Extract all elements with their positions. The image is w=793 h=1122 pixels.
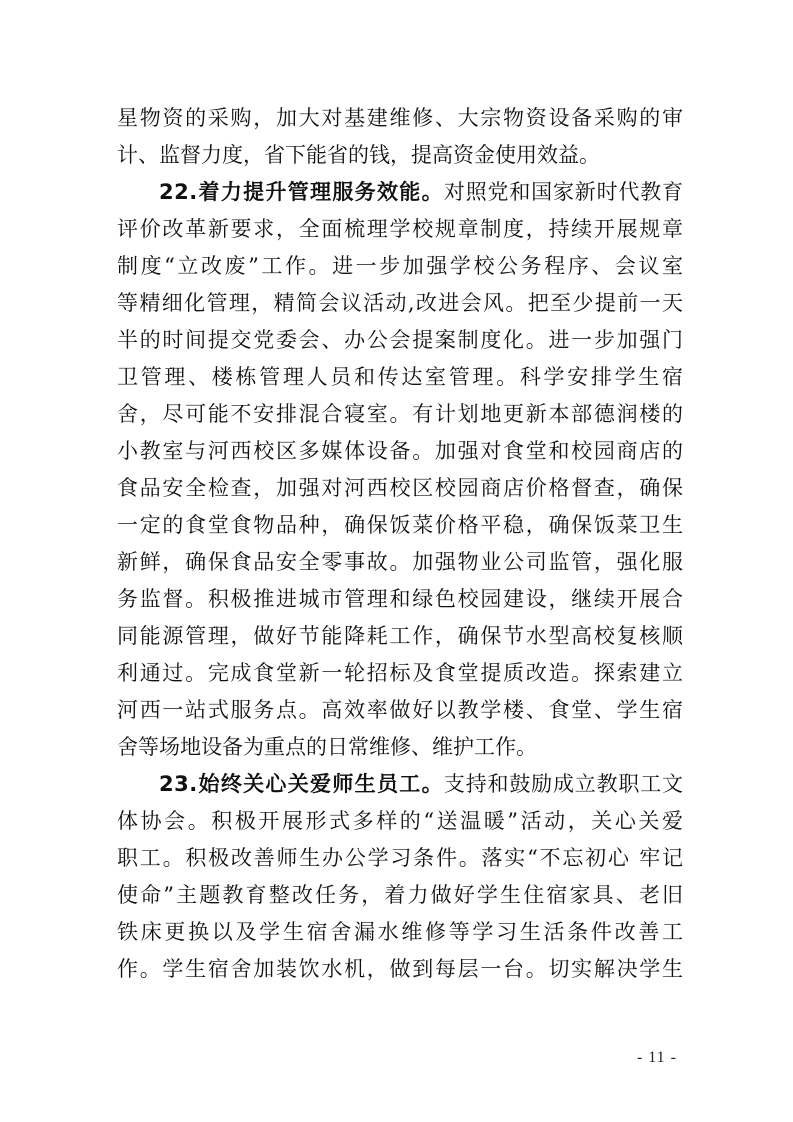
paragraph-line: 体协会。积极开展形式多样的“送温暖”活动，关心关爱 (117, 809, 683, 833)
paragraph-line: 舍等场地设备为重点的日常维修、维护工作。 (117, 735, 537, 759)
paragraph-line: 务监督。积极推进城市管理和绿色校园建设，继续开展合 (117, 587, 683, 611)
section-23-text: 支持和鼓励成立教职工文 (443, 772, 684, 796)
document-body (117, 100, 683, 988)
section-23-first-line (117, 766, 683, 803)
paragraph-line: 制度“立改废”工作。进一步加强学校公务程序、会议室 (117, 254, 683, 278)
paragraph-line: 一定的食堂食物品种，确保饭菜价格平稳，确保饭菜卫生 (117, 513, 683, 537)
paragraph-line: 小教室与河西校区多媒体设备。加强对食堂和校园商店的 (117, 439, 683, 463)
section-22-heading: 22.着力提升管理服务效能。 (159, 180, 444, 204)
paragraph-line: 河西一站式服务点。高效率做好以教学楼、食堂、学生宿 (117, 698, 683, 722)
paragraph-line: 评价改革新要求，全面梳理学校规章制度，持续开展规章 (117, 217, 683, 241)
paragraph-line: 铁床更换以及学生宿舍漏水维修等学习生活条件改善工 (117, 920, 683, 944)
paragraph-line: 计、监督力度，省下能省的钱，提高资金使用效益。 (117, 143, 600, 167)
paragraph-line: 作。学生宿舍加装饮水机，做到每层一台。切实解决学生 (117, 957, 683, 981)
section-22-first-line (117, 174, 683, 211)
paragraph-line: 使命”主题教育整改任务，着力做好学生住宿家具、老旧 (117, 883, 683, 907)
paragraph-line: 职工。积极改善师生办公学习条件。落实“不忘初心 牢记 (117, 846, 683, 870)
section-22-text: 对照党和国家新时代教育 (443, 180, 684, 204)
page-number: - 11 - (636, 1049, 677, 1066)
paragraph-line: 利通过。完成食堂新一轮招标及食堂提质改造。探索建立 (117, 661, 683, 685)
paragraph-line: 舍，尽可能不安排混合寝室。有计划地更新本部德润楼的 (117, 402, 683, 426)
section-23-heading: 23.始终关心关爱师生员工。 (159, 772, 444, 796)
paragraph-line: 等精细化管理，精简会议活动,改进会风。把至少提前一天 (117, 291, 683, 315)
paragraph-line: 同能源管理，做好节能降耗工作，确保节水型高校复核顺 (117, 624, 683, 648)
paragraph-line: 卫管理、楼栋管理人员和传达室管理。科学安排学生宿 (117, 365, 683, 389)
paragraph-line: 星物资的采购，加大对基建维修、大宗物资设备采购的审 (117, 106, 683, 130)
paragraph-line: 新鲜，确保食品安全零事故。加强物业公司监管，强化服 (117, 550, 683, 574)
paragraph-line: 食品安全检查，加强对河西校区校园商店价格督查，确保 (117, 476, 683, 500)
paragraph-line: 半的时间提交党委会、办公会提案制度化。进一步加强门 (117, 328, 683, 352)
